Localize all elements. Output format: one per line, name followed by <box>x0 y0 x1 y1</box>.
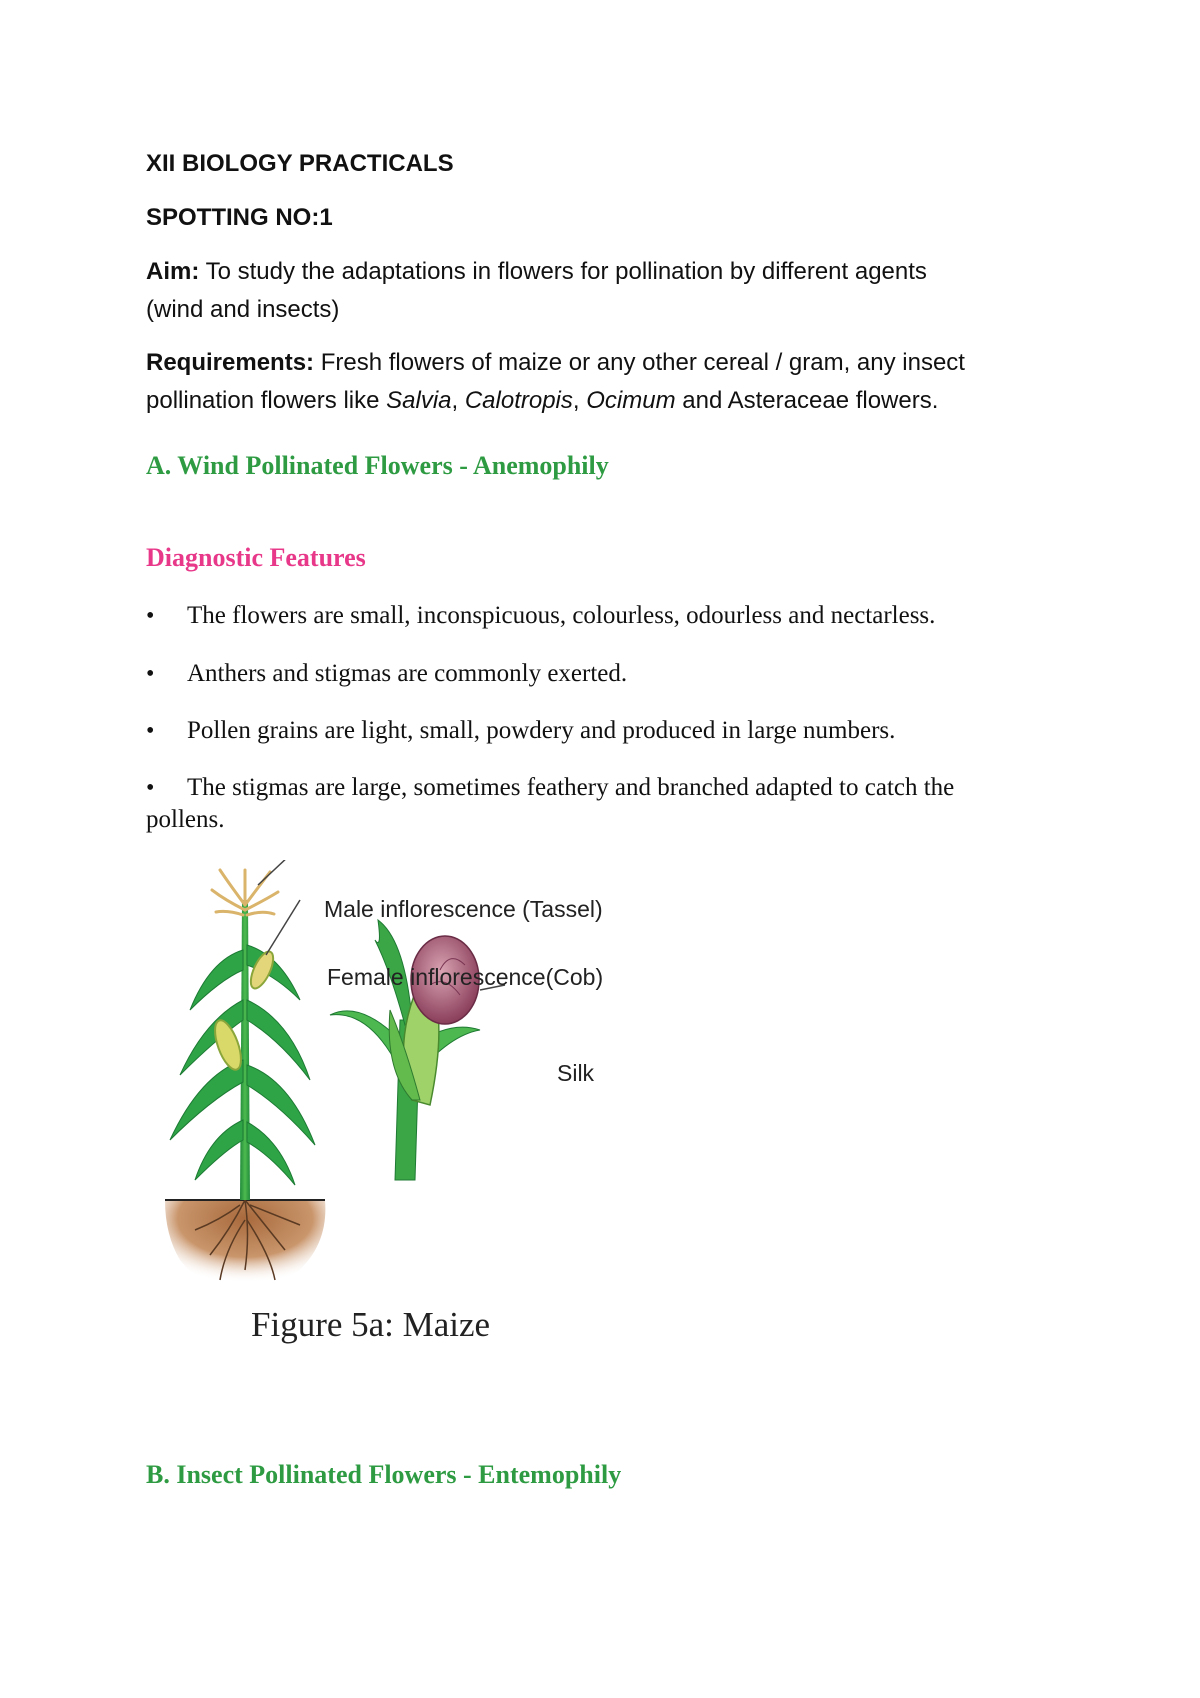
bullet-text-4: The stigmas are large, sometimes feathery and branched adapted to catch the <box>187 774 955 801</box>
section-b-heading: B. Insect Pollinated Flowers - Entemophily <box>146 1460 622 1489</box>
bullet-text-1: The flowers are small, inconspicuous, colourless, odourless and nectarless. <box>187 602 936 629</box>
diagnostic-features-heading: Diagnostic Features <box>146 543 366 572</box>
bullet-item-2 <box>146 655 627 693</box>
requirements-line-2 <box>146 382 938 419</box>
document-title: XII BIOLOGY PRACTICALS <box>146 150 454 177</box>
requirements-label: Requirements: <box>146 349 315 376</box>
ocimum-text: Ocimum <box>586 387 676 414</box>
salvia-text: Salvia <box>386 387 452 414</box>
aim-label: Aim: <box>146 258 200 285</box>
aim-line-2: (wind and insects) <box>146 296 340 323</box>
soil-region <box>165 1200 325 1292</box>
bullet-icon: • <box>146 661 155 687</box>
requirements-line-1 <box>146 344 965 381</box>
bullet-item-3 <box>146 712 895 750</box>
bullet-item-4-continuation: pollens. <box>146 806 225 833</box>
bullet-icon: • <box>146 718 155 744</box>
tassel-label: Male inflorescence (Tassel) <box>324 896 603 922</box>
bullet-icon: • <box>146 775 155 801</box>
separator-2: , <box>572 387 587 414</box>
bullet-text-2: Anthers and stigmas are commonly exerted. <box>187 660 628 687</box>
cob-closeup <box>330 920 480 1180</box>
calotropis-text: Calotropis <box>464 387 573 414</box>
silk-label: Silk <box>557 1060 595 1086</box>
bullet-icon: • <box>146 603 155 629</box>
requirements-text-1: Fresh flowers of maize or any other cereal / gram, any insect <box>314 349 965 376</box>
maize-plant <box>170 870 315 1200</box>
requirements-text-2: pollination flowers like <box>146 387 387 414</box>
requirements-text-end: and Asteraceae flowers. <box>675 387 939 414</box>
bullet-item-4 <box>146 769 954 807</box>
tassel-leader-line <box>258 860 290 885</box>
figure-caption: Figure 5a: Maize <box>251 1305 491 1344</box>
bullet-item-1 <box>146 597 935 635</box>
separator-1: , <box>451 387 465 414</box>
spotting-number: SPOTTING NO:1 <box>146 204 333 231</box>
section-a-heading: A. Wind Pollinated Flowers - Anemophily <box>146 451 609 480</box>
aim-line-1 <box>146 253 927 290</box>
bullet-text-3: Pollen grains are light, small, powdery and produced in large numbers. <box>187 717 896 744</box>
cob-leader-line <box>266 900 300 955</box>
aim-text-1: To study the adaptations in flowers for pollination by different agents <box>199 258 927 285</box>
cob-label: Female inflorescence(Cob) <box>327 964 604 990</box>
